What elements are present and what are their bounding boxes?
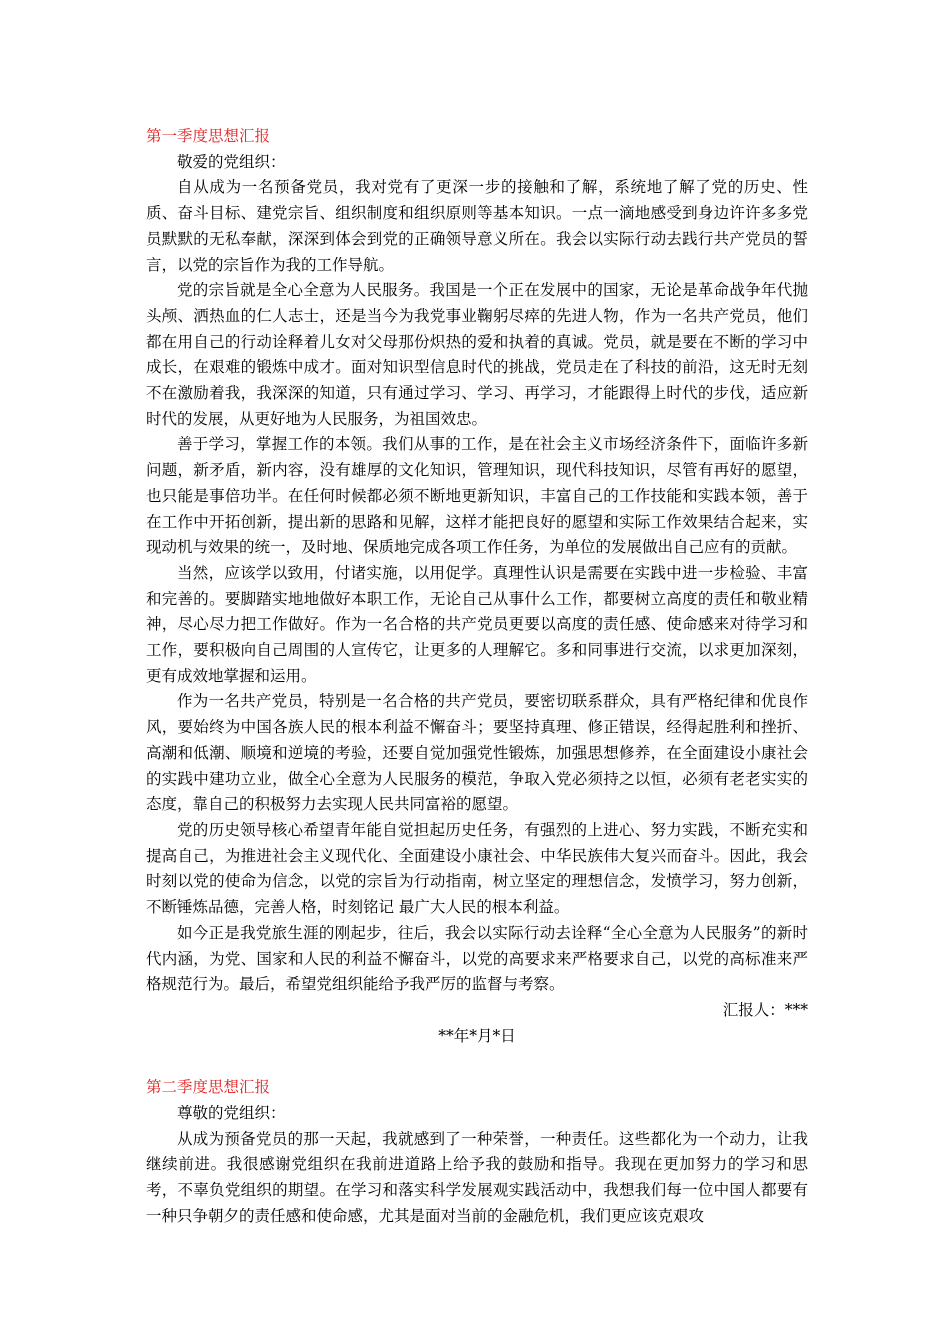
body-paragraph: 党的历史领导核心希望青年能自觉担起历史任务，有强烈的上进心、努力实践，不断充实和提高自己，为推进社会主义现代化、全面建设小康社会、中华民族伟大复兴而奋斗。因此，我会时刻以党的使命为信念，以党的宗旨为行动指南，树立坚定的理想信念，发愤学习，努力创新，不断锤炼品德，完善人格，时刻铭记 最广大人民的根本利益。 [146, 820, 808, 917]
body-paragraph: 党的宗旨就是全心全意为人民服务。我国是一个正在发展中的国家，无论是革命战争年代抛头颅、洒热血的仁人志士，还是当今为我党事业鞠躬尽瘁的先进人物，作为一名共产党员，他们都在用自己的行动诠释着儿女对父母那份炽热的爱和执着的真诚。党员，就是要在不断的学习中成长，在艰难的锻炼中成才。面对知识型信息时代的挑战，党员走在了科技的前沿，这无时无刻不在激励着我，我深深的知道，只有通过学习、学习、再学习，才能跟得上时代的步伐，适应新时代的发展，从更好地为人民服务，为祖国效忠。 [146, 281, 808, 428]
document-page [146, 124, 808, 1230]
salutation: 尊敬的党组织： [177, 1104, 286, 1123]
signature: 汇报人：*** [722, 1000, 808, 1019]
section-spacer [146, 1049, 808, 1075]
body-paragraph: 从成为预备党员的那一天起，我就感到了一种荣誉，一种责任。这些都化为一个动力，让我继续前进。我很感谢党组织在我前进道路上给予我的鼓励和指导。我现在更加努力的学习和思考，不辜负党组织的期望。在学习和落实科学发展观实践活动中，我想我们每一位中国人都要有一种只争朝夕的责任感和使命感，尤其是面对当前的金融危机，我们更应该克艰攻 [146, 1129, 808, 1225]
report-section-q1 [146, 124, 808, 1049]
report-section-q2 [146, 1075, 808, 1229]
body-paragraph: 当然，应该学以致用，付诸实施，以用促学。真理性认识是需要在实践中进一步检验、丰富和完善的。要脚踏实地地做好本职工作，无论自己从事什么工作，都要树立高度的责任和敬业精神，尽心尽力把工作做好。作为一名合格的共产党员更要以高度的责任感、使命感来对待学习和工作，要积极向自己周围的人宣传它，让更多的人理解它。多和同事进行交流，以求更加深刻，更有成效地掌握和运用。 [146, 563, 808, 685]
body-paragraph: 如今正是我党旅生涯的刚起步，往后，我会以实际行动去诠释“全心全意为人民服务”的新时代内涵，为党、国家和人民的利益不懈奋斗，以党的高要求来严格要求自己，以党的高标准来严格规范行为。最后，希望党组织能给予我严厉的监督与考察。 [146, 923, 808, 994]
body-paragraph: 作为一名共产党员，特别是一名合格的共产党员，要密切联系群众，具有严格纪律和优良作风，要始终为中国各族人民的根本利益不懈奋斗；要坚持真理、修正错误，经得起胜利和挫折、高潮和低潮、顺境和逆境的考验，还要自觉加强党性锻炼，加强思想修养，在全面建设小康社会的实践中建功立业，做全心全意为人民服务的模范，争取入党必须持之以恒，必须有老老实实的态度，靠自己的积极努力去实现人民共同富裕的愿望。 [146, 692, 808, 814]
report-date: **年*月*日 [438, 1026, 516, 1045]
section-title: 第二季度思想汇报 [146, 1078, 271, 1097]
salutation: 敬爱的党组织： [177, 152, 286, 171]
body-paragraph: 善于学习，掌握工作的本领。我们从事的工作，是在社会主义市场经济条件下，面临许多新问题，新矛盾，新内容，没有雄厚的文化知识，管理知识，现代科技知识，尽管有再好的愿望，也只能是事倍功半。在任何时候都必须不断地更新知识，丰富自己的工作技能和实践本领，善于在工作中开拓创新，提出新的思路和见解，这样才能把良好的愿望和实际工作效果结合起来，实现动机与效果的统一，及时地、保质地完成各项工作任务，为单位的发展做出自己应有的贡献。 [146, 435, 808, 557]
section-title: 第一季度思想汇报 [146, 127, 271, 145]
body-paragraph: 自从成为一名预备党员，我对党有了更深一步的接触和了解，系统地了解了党的历史、性质、奋斗目标、建党宗旨、组织制度和组织原则等基本知识。一点一滴地感受到身边许许多多党员默默的无私奉献，深深到体会到党的正确领导意义所在。我会以实际行动去践行共产党员的誓言，以党的宗旨作为我的工作导航。 [146, 178, 808, 274]
